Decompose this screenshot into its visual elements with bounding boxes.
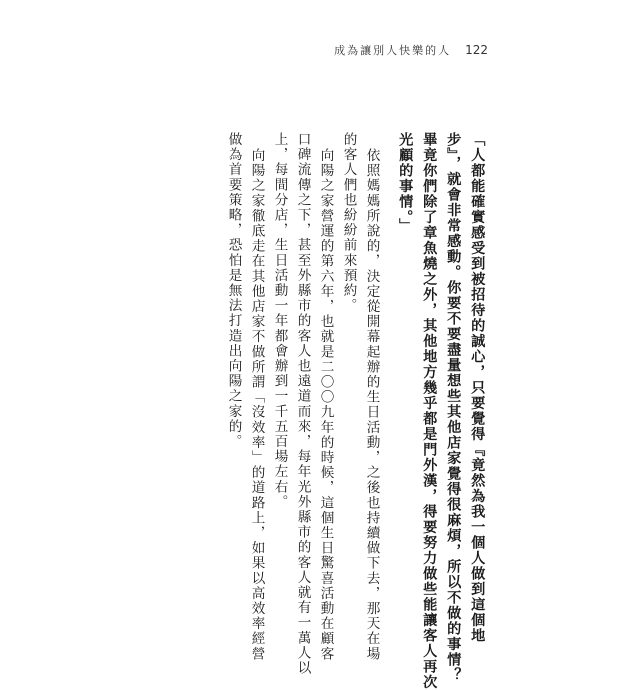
chapter-title: 成為讓別人快樂的人 [334,44,452,57]
quote-line-3: 畢竟你們除了章魚燒之外，其他地方幾乎都是門外漢，得要努力做些能讓客人再次 [421,132,438,690]
page-number: 122 [465,43,488,57]
quote-line-2: 步』，就會非常感動。你要不要盡量想些其他店家覺得很麻煩，所以不做的事情？ [445,132,462,683]
paragraph-2-line-3: 上，每間分店，生日活動一年都會辦到一千五百場左右。 [271,132,288,510]
quote-line-4: 光顧的事情。」 [397,132,414,234]
paragraph-2-line-2: 口碑流傳之下，甚至外縣市的客人也遠道而來，每年光外縣市的客人就有一萬人以 [294,132,311,676]
paragraph-1-line-2: 的客人們也紛紛前來預約。 [340,132,357,314]
running-header [334,42,488,58]
paragraph-3-line-2: 做為首要策略，恐怕是無法打造出向陽之家的。 [225,132,242,450]
paragraph-1-line-1: 依照媽媽所說的，決定從開幕起辦的生日活動，之後也持續做下去，那天在場 [363,148,380,662]
paragraph-3-line-1: 向陽之家徹底走在其他店家不做所謂「沒效率」的道路上，如果以高效率經營 [248,148,265,662]
paragraph-2-line-1: 向陽之家營運的第六年，也就是二〇〇九年的時候，這個生日驚喜活動在顧客 [317,148,334,662]
quote-line-1: 「人都能確實感受到被招待的誠心，只要覺得『竟然為我一個人做到這個地 [469,132,486,644]
